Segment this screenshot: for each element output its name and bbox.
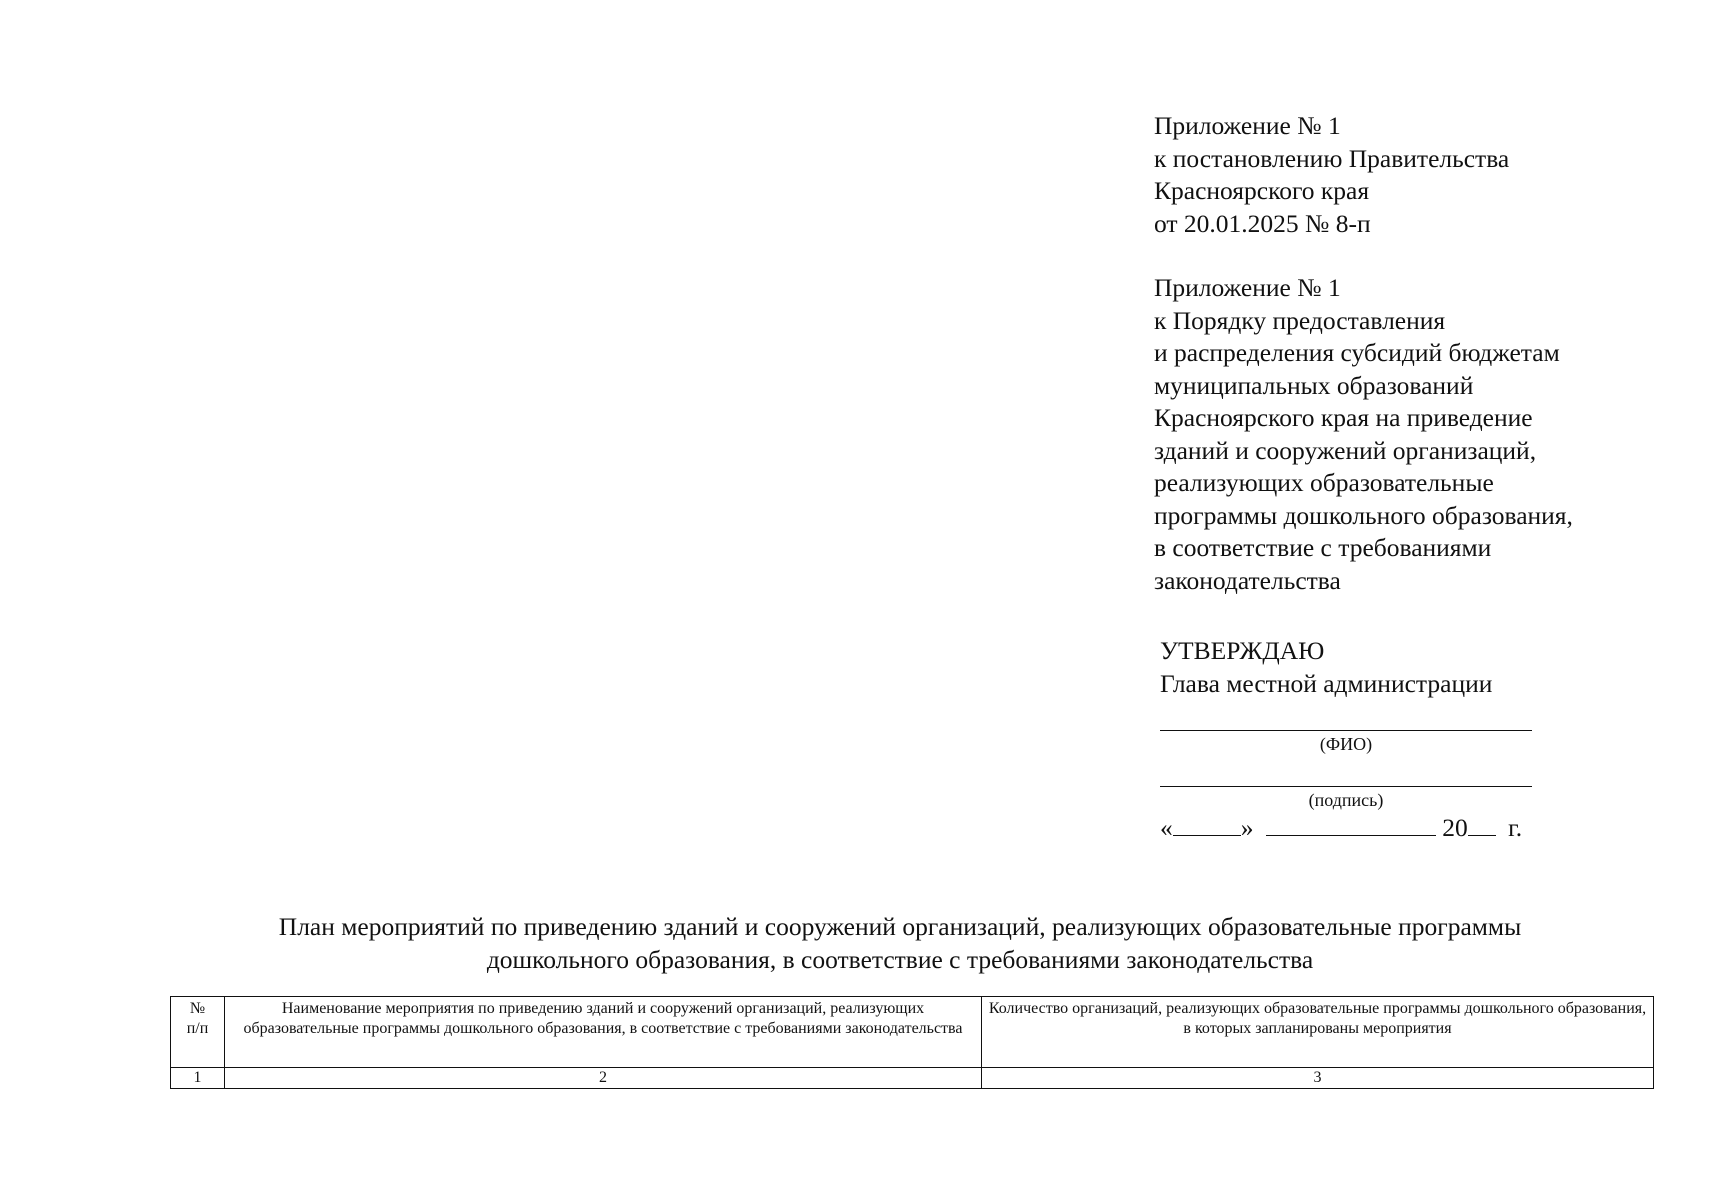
year-blank bbox=[1468, 813, 1496, 836]
signature-line bbox=[1160, 786, 1532, 787]
appendix-order-line: Приложение № 1 bbox=[1154, 273, 1341, 302]
approval-position: Глава местной администрации bbox=[1160, 669, 1493, 698]
column-number-cell: 2 bbox=[225, 1068, 982, 1089]
appendix-order-line: к Порядку предоставления bbox=[1154, 305, 1446, 335]
appendix-order-line: в соответствие с требованиями bbox=[1154, 533, 1492, 562]
appendix-headers bbox=[1154, 110, 1674, 597]
plan-title-line: дошкольного образования, в соответствие с требованиями законодательства bbox=[486, 945, 1314, 974]
column-number-cell: 3 bbox=[982, 1068, 1654, 1089]
approval-date bbox=[1160, 812, 1540, 844]
day-blank bbox=[1173, 813, 1241, 836]
year-suffix: г. bbox=[1508, 813, 1523, 842]
approval-title: УТВЕРЖДАЮ bbox=[1160, 636, 1325, 665]
table-column-numbers-row bbox=[171, 1068, 1654, 1089]
signature-caption: (подпись) bbox=[1308, 790, 1384, 810]
appendix-order-line: законодательства bbox=[1154, 565, 1341, 595]
date-open-quote: « bbox=[1160, 813, 1173, 842]
appendix-order-line: Красноярского края на приведение bbox=[1154, 403, 1533, 432]
fio-line bbox=[1160, 730, 1532, 731]
year-prefix: 20 bbox=[1442, 813, 1468, 842]
appendix-order-line: программы дошкольного образования, bbox=[1154, 500, 1573, 530]
appendix-order-line: реализующих образовательные bbox=[1154, 468, 1494, 497]
appendix-order-block bbox=[1154, 272, 1674, 597]
appendix-decree-line: Приложение № 1 bbox=[1154, 111, 1341, 140]
header-org-count: Количество организаций, реализующих образовательные программы дошкольного образования, в которых запланированы мероприятия bbox=[982, 997, 1654, 1068]
appendix-decree-line: от 20.01.2025 № 8-п bbox=[1154, 208, 1371, 238]
plan-title-line: План мероприятий по приведению зданий и сооружений организаций, реализующих образовательные программы bbox=[278, 912, 1522, 941]
appendix-order-line: муниципальных образований bbox=[1154, 370, 1474, 400]
plan-title bbox=[160, 910, 1640, 976]
appendix-decree-line: к постановлению Правительства bbox=[1154, 143, 1510, 173]
appendix-order-line: и распределения субсидий бюджетам bbox=[1154, 338, 1560, 367]
appendix-decree-line: Красноярского края bbox=[1154, 176, 1370, 205]
appendix-order-line: зданий и сооружений организаций, bbox=[1154, 435, 1537, 465]
plan-table bbox=[170, 996, 1654, 1089]
appendix-decree-block bbox=[1154, 110, 1674, 240]
header-number-sign: № bbox=[189, 1000, 206, 1017]
date-close-quote: » bbox=[1240, 813, 1254, 842]
fio-caption: (ФИО) bbox=[1319, 734, 1373, 754]
header-number-abbr: п/п bbox=[186, 1020, 209, 1037]
approval-block bbox=[1160, 634, 1540, 700]
header-activity: Наименование мероприятия по приведению зданий и сооружений организаций, реализующих образовательные программы дошкольного образования, в соответствие с требованиями законодательства bbox=[225, 997, 982, 1068]
column-number-cell: 1 bbox=[171, 1068, 225, 1089]
table-header-row bbox=[171, 997, 1654, 1068]
header-number bbox=[171, 997, 225, 1068]
month-blank bbox=[1266, 813, 1436, 836]
